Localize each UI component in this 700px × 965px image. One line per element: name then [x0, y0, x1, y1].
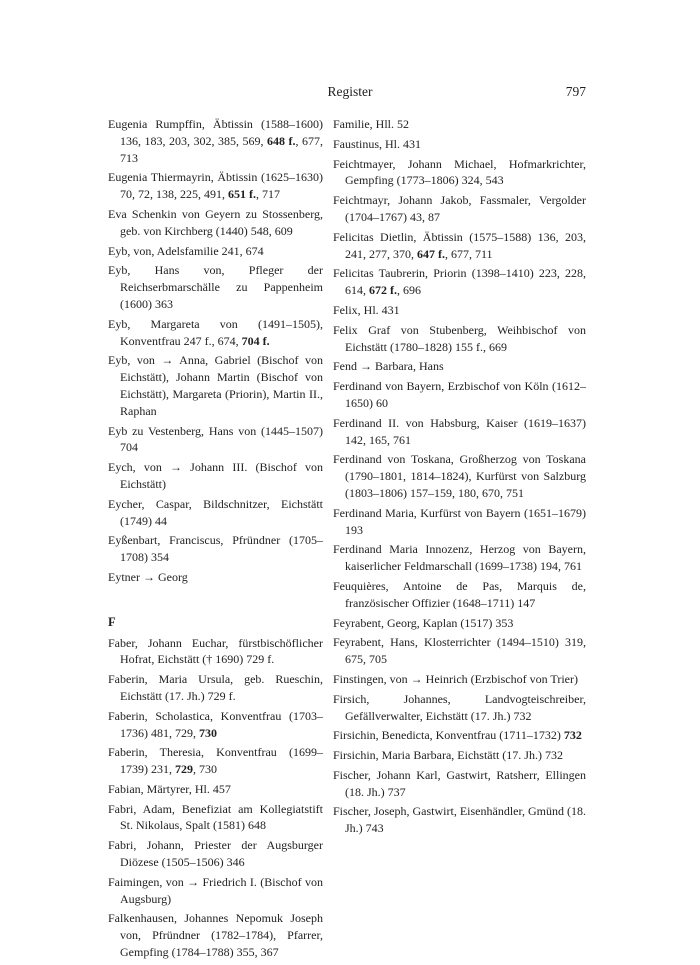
- index-entry: [333, 803, 586, 837]
- entry-main-reference: 730: [199, 725, 217, 740]
- entry-text: Faustinus, Hl. 431: [333, 136, 422, 151]
- index-entry: [333, 691, 586, 725]
- index-entry: [108, 671, 323, 705]
- entry-text-tail: , 730: [193, 762, 217, 777]
- index-entry: [108, 569, 323, 586]
- index-entry: [333, 192, 586, 226]
- left-entries-group-f: [108, 635, 323, 961]
- entry-text-tail: , 677, 711: [445, 246, 493, 261]
- entry-text: Fischer, Joseph, Gastwirt, Eisenhändler, Gmünd (18. Jh.) 743: [333, 804, 586, 836]
- entry-text: Finstingen, von → Heinrich (Erzbischof von Trier): [333, 671, 578, 686]
- entry-text: Eych, von → Johann III. (Bischof von Eichstätt): [108, 460, 323, 491]
- entry-main-reference: 648 f.: [267, 133, 296, 148]
- index-entry: [333, 136, 586, 153]
- entry-text: Eyb, von → Anna, Gabriel (Bischof von Eichstätt), Johann Martin (Bischof von Eichstätt), Margareta (Priorin), Martin II., Raphan: [108, 353, 323, 418]
- entry-main-reference: 729: [175, 762, 193, 777]
- entry-text: Eugenia Rumpffin, Äbtissin (1588–1600) 136, 183, 203, 302, 385, 569,: [108, 117, 323, 148]
- index-entry: [333, 727, 586, 744]
- index-entry: [333, 358, 586, 375]
- entry-main-reference: 672 f.: [369, 283, 397, 298]
- entry-text: Eyb, Margareta von (1491–1505), Konventfrau 247 f., 674,: [108, 316, 323, 348]
- entry-text: Faberin, Theresia, Konventfrau (1699–1739) 231,: [108, 745, 323, 777]
- entry-text: Ferdinand II. von Habsburg, Kaiser (1619–1637) 142, 165, 761: [333, 415, 586, 447]
- index-entry: [108, 206, 323, 240]
- index-entry: [333, 156, 586, 190]
- entry-text: Feichtmayer, Johann Michael, Hofmarkrichter, Gempfing (1773–1806) 324, 543: [333, 156, 586, 188]
- entry-main-reference: 647 f.: [417, 246, 445, 261]
- entry-main-reference: 732: [563, 728, 582, 743]
- entry-text: Feyrabent, Georg, Kaplan (1517) 353: [333, 615, 514, 630]
- index-entry: [333, 578, 586, 612]
- index-entry: [108, 423, 323, 457]
- index-entry: [108, 116, 323, 166]
- index-entry: [333, 615, 586, 632]
- entry-text: Familie, Hll. 52: [333, 117, 409, 131]
- entry-text: Feuquières, Antoine de Pas, Marquis de, französischer Offizier (1648–1711) 147: [333, 578, 586, 610]
- running-header-title: Register: [327, 84, 373, 99]
- index-entry: [108, 910, 323, 960]
- index-entry: [108, 316, 323, 350]
- index-entry: [108, 532, 323, 566]
- entry-text: Faber, Johann Euchar, fürstbischöflicher Hofrat, Eichstätt († 1690) 729 f.: [108, 635, 323, 667]
- entry-text: Eyb, von, Adelsfamilie 241, 674: [108, 243, 264, 258]
- entry-text: Fabri, Johann, Priester der Augsburger Diözese (1505–1506) 346: [108, 838, 323, 870]
- index-entry: [108, 744, 323, 778]
- index-entry: [333, 451, 586, 501]
- entry-text: Firsichin, Maria Barbara, Eichstätt (17. Jh.) 732: [333, 748, 563, 763]
- entry-text: Fischer, Johann Karl, Gastwirt, Ratsherr, Ellingen (18. Jh.) 737: [333, 767, 586, 799]
- index-entry: [108, 801, 323, 835]
- entry-text-tail: , 717: [256, 187, 280, 202]
- entry-text: Eugenia Thiermayrin, Äbtissin (1625–1630) 70, 72, 138, 225, 491,: [108, 170, 323, 202]
- index-entry: [108, 262, 323, 312]
- index-entry: [333, 302, 586, 319]
- index-entry: [333, 229, 586, 263]
- entry-text: Feyrabent, Hans, Klosterrichter (1494–1510) 319, 675, 705: [333, 635, 586, 667]
- entry-text: Felicitas Dietlin, Äbtissin (1575–1588) 136, 203, 241, 277, 370,: [333, 229, 586, 261]
- index-entry: [333, 116, 586, 133]
- entry-text: Fabri, Adam, Benefiziat am Kollegiatstift St. Nikolaus, Spalt (1581) 648: [108, 801, 323, 833]
- entry-text: Felicitas Taubrerin, Priorin (1398–1410) 223, 228, 614,: [333, 266, 586, 298]
- entry-text: Eva Schenkin von Geyern zu Stossenberg, geb. von Kirchberg (1440) 548, 609: [108, 206, 323, 238]
- left-entries-group-e: [108, 116, 323, 586]
- entry-text: Eytner → Georg: [108, 569, 188, 584]
- page-number: 797: [565, 84, 586, 99]
- index-entry: [108, 708, 323, 742]
- section-letter-f: F: [108, 614, 116, 629]
- right-entries-group: [333, 116, 586, 837]
- entry-text-tail: , 677, 713: [120, 133, 323, 165]
- entry-text: Faberin, Maria Ursula, geb. Rueschin, Eichstätt (17. Jh.) 729 f.: [108, 672, 323, 703]
- index-entry: [333, 322, 586, 356]
- entry-text: Ferdinand Maria, Kurfürst von Bayern (1651–1679) 193: [333, 505, 586, 537]
- left-column: [108, 116, 323, 964]
- entry-text: Ferdinand von Toskana, Großherzog von Toskana (1790–1801, 1814–1824), Kurfürst von Salzburg (1803–1806) 157–159, 180, 670, 751: [333, 452, 586, 500]
- entry-text: Fabian, Märtyrer, Hl. 457: [108, 781, 231, 796]
- entry-text: Felix Graf von Stubenberg, Weihbischof von Eichstätt (1780–1828) 155 f., 669: [333, 322, 586, 354]
- entry-main-reference: 704 f.: [241, 333, 270, 348]
- entry-text: Eyb, Hans von, Pfleger der Reichserbmarschälle zu Pappenheim (1600) 363: [108, 263, 323, 311]
- entry-main-reference: 651 f.: [228, 187, 256, 202]
- index-entry: [333, 767, 586, 801]
- index-entry: [333, 378, 586, 412]
- entry-text: Faberin, Scholastica, Konventfrau (1703–1736) 481, 729,: [108, 708, 323, 740]
- index-entry: [333, 541, 586, 575]
- entry-text: Ferdinand Maria Innozenz, Herzog von Bayern, kaiserlicher Feldmarschall (1699–1738) 194, 761: [333, 542, 586, 574]
- index-entry: [108, 459, 323, 493]
- index-entry: [108, 243, 323, 260]
- entry-text: Faimingen, von → Friedrich I. (Bischof von Augsburg): [108, 874, 323, 906]
- index-entry: [108, 837, 323, 871]
- entry-text: Eyb zu Vestenberg, Hans von (1445–1507) 704: [108, 423, 323, 455]
- entry-text-tail: , 696: [397, 283, 421, 298]
- entry-text: Firsichin, Benedicta, Konventfrau (1711–1732): [333, 728, 564, 743]
- index-entry: [108, 781, 323, 798]
- entry-text: Eyßenbart, Franciscus, Pfründner (1705–1708) 354: [108, 533, 323, 565]
- entry-text: Ferdinand von Bayern, Erzbischof von Köln (1612–1650) 60: [333, 379, 586, 410]
- entry-text: Falkenhausen, Johannes Nepomuk Joseph von, Pfründner (1782–1784), Pfarrer, Gempfing (1784–1788) 355, 367: [108, 911, 323, 960]
- index-entry: [333, 415, 586, 449]
- entry-text: Feichtmayr, Johann Jakob, Fassmaler, Vergolder (1704–1767) 43, 87: [333, 193, 586, 224]
- index-entry: [108, 352, 323, 419]
- index-entry: [333, 634, 586, 668]
- entry-text: Firsich, Johannes, Landvogteischreiber, Gefällverwalter, Eichstätt (17. Jh.) 732: [333, 691, 586, 723]
- index-entry: [333, 747, 586, 764]
- index-entry: [333, 671, 586, 688]
- entry-text: Eycher, Caspar, Bildschnitzer, Eichstätt (1749) 44: [108, 496, 323, 528]
- entry-text: Felix, Hl. 431: [333, 302, 400, 317]
- index-entry: [333, 265, 586, 299]
- index-entry: [108, 169, 323, 203]
- index-entry: [108, 874, 323, 908]
- entry-text: Fend → Barbara, Hans: [333, 359, 444, 374]
- right-column: [333, 116, 586, 840]
- index-entry: [333, 505, 586, 539]
- index-entry: [108, 496, 323, 530]
- index-entry: [108, 635, 323, 669]
